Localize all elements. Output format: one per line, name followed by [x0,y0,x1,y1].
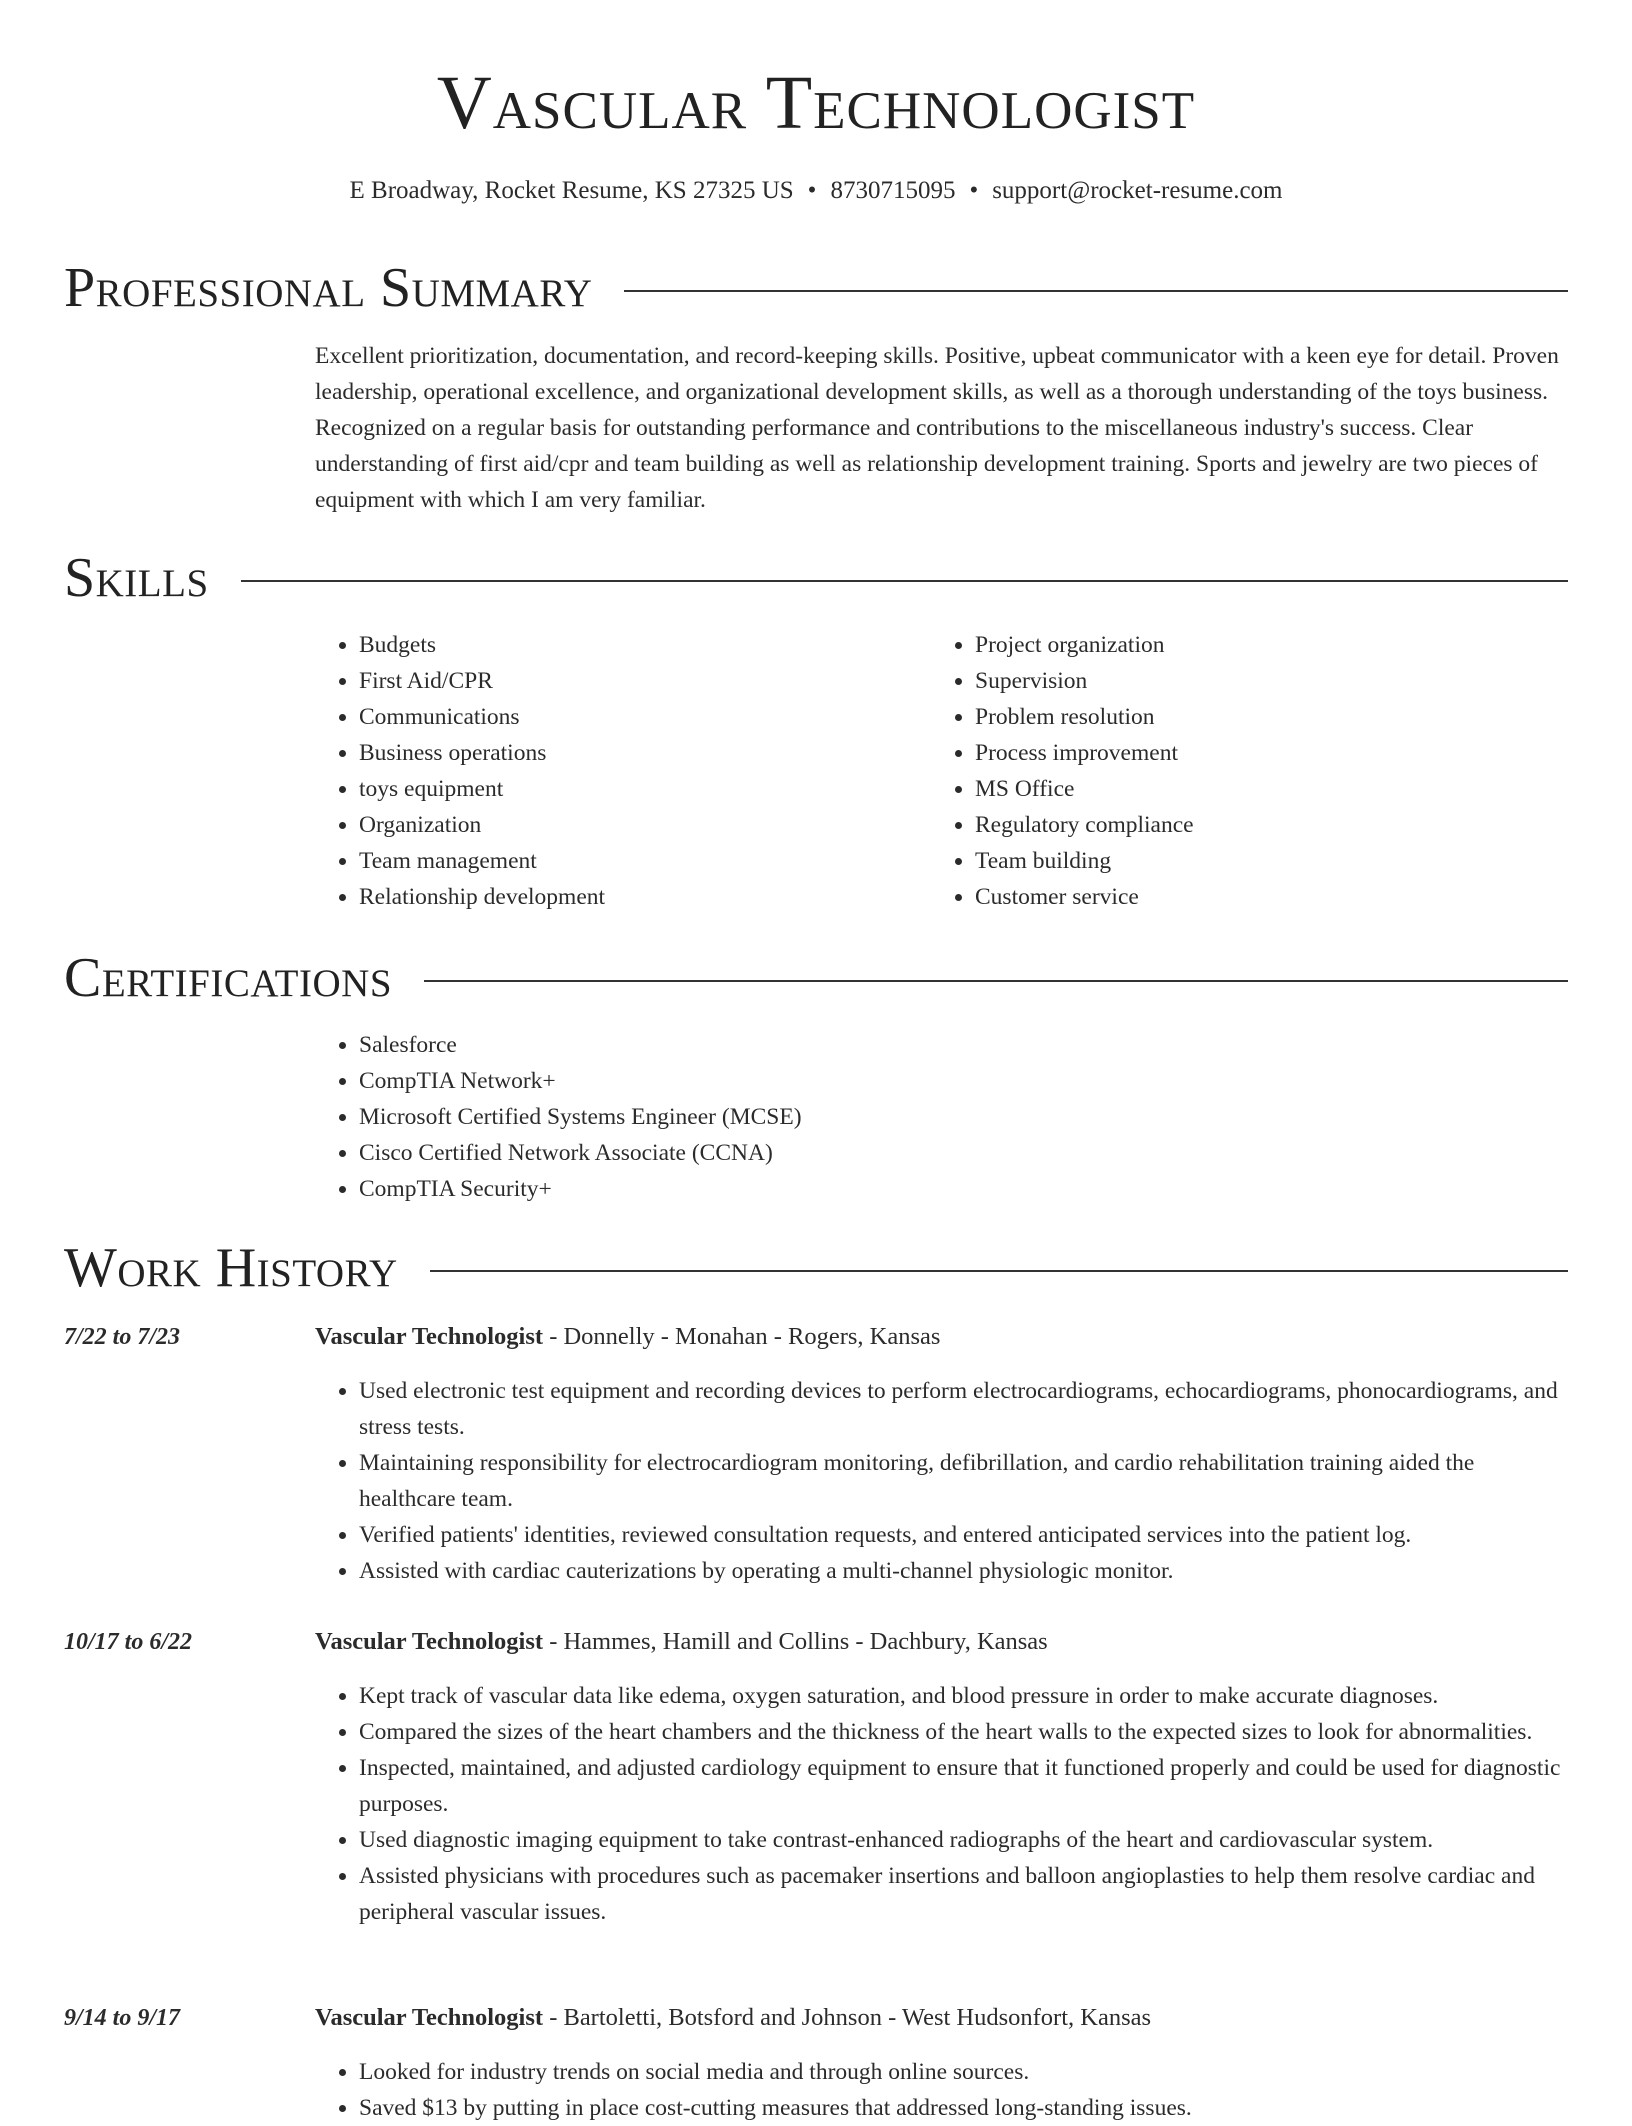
certifications-title: Certifications [64,947,393,1009]
job-role: Vascular Technologist [315,1628,544,1655]
job-title-line [315,2000,1569,2036]
skill-item: • Communications [359,699,931,735]
skill-item: • Business operations [359,735,931,771]
job-bullet: • Compared the sizes of the heart chambers and the thickness of the heart walls to the expected sizes to look for abnormalities. [359,1714,1569,1750]
skill-item: • Relationship development [359,879,931,915]
skill-item: • Budgets [359,627,931,663]
job-bullets [315,2054,1569,2126]
certification-item: • Cisco Certified Network Associate (CCNA) [359,1135,1569,1171]
section-divider [430,1270,1568,1272]
certification-item: • Microsoft Certified Systems Engineer (MCSE) [359,1099,1569,1135]
job-bullet: • Assisted physicians with procedures such as pacemaker insertions and balloon angioplasties to help them resolve cardiac and peripheral vascular issues. [359,1858,1569,1930]
skill-item: • Team management [359,843,931,879]
job-dates: 9/14 to 9/17 [64,2005,181,2031]
section-divider [241,580,1568,582]
skill-item: • Team building [975,843,1547,879]
summary-title: Professional Summary [64,257,593,319]
certifications-list [315,1027,1569,1207]
skill-item: • Customer service [975,879,1547,915]
section-divider [424,980,1568,982]
section-divider [624,290,1568,292]
job-bullet: • Assisted with cardiac cauterizations by operating a multi-channel physiologic monitor. [359,1553,1569,1589]
summary-header [64,256,1568,320]
contact-separator: • [807,177,817,204]
work-history-header [64,1236,1568,1300]
job-bullet: • Verified patients' identities, reviewed consultation requests, and entered anticipated services into the patient log. [359,1517,1569,1553]
summary-text: Excellent prioritization, documentation, and record-keeping skills. Positive, upbeat communicator with a keen eye for detail. Proven leadership, operational excellence, and organizational development skills, as well as a thorough understanding of the toys business. Recognized on a regular basis for outstanding performance and contributions to the miscellaneous industry's success. Clear understanding of first aid/cpr and team building as well as relationship development training. Sports and jewelry are two pieces of equipment with which I am very familiar. [315,343,1559,513]
job-employer: - Bartoletti, Botsford and Johnson - West Hudsonfort, Kansas [543,2004,1152,2031]
skill-item: • Project organization [975,627,1547,663]
job-dates: 7/22 to 7/23 [64,1324,181,1350]
skill-item: • Problem resolution [975,699,1547,735]
job-bullet: • Looked for industry trends on social media and through online sources. [359,2054,1569,2090]
contact-email: support@rocket-resume.com [992,177,1283,204]
job-role: Vascular Technologist [315,1323,544,1350]
job-bullet: • Used diagnostic imaging equipment to take contrast-enhanced radiographs of the heart and cardiovascular system. [359,1822,1569,1858]
certification-item: • CompTIA Network+ [359,1063,1569,1099]
skills-column-right [931,627,1547,915]
job-title-line [315,1624,1569,1660]
job-bullet: • Inspected, maintained, and adjusted cardiology equipment to ensure that it functioned properly and could be used for diagnostic purposes. [359,1750,1569,1822]
job-bullet: • Saved $13 by putting in place cost-cutting measures that addressed long-standing issues. [359,2090,1569,2126]
skill-item: • Organization [359,807,931,843]
skills-column-left [315,627,931,915]
skills-header [64,546,1568,610]
job-title-line [315,1319,1569,1355]
certification-item: • CompTIA Security+ [359,1171,1569,1207]
skills-list [315,627,1569,915]
contact-line [0,174,1632,208]
job-bullet: • Used electronic test equipment and recording devices to perform electrocardiograms, echocardiograms, phonocardiograms, and stress tests. [359,1373,1569,1445]
job-bullet: • Maintaining responsibility for electrocardiogram monitoring, defibrillation, and cardio rehabilitation training aided the healthcare team. [359,1445,1569,1517]
job-employer: - Donnelly - Monahan - Rogers, Kansas [543,1323,941,1350]
job-employer: - Hammes, Hamill and Collins - Dachbury, Kansas [543,1628,1048,1655]
job-bullet: • Kept track of vascular data like edema, oxygen saturation, and blood pressure in order to make accurate diagnoses. [359,1678,1569,1714]
skill-item: • Supervision [975,663,1547,699]
contact-address: E Broadway, Rocket Resume, KS 27325 US [349,177,794,204]
job-role: Vascular Technologist [315,2004,544,2031]
skill-item: • Process improvement [975,735,1547,771]
certifications-header [64,946,1568,1010]
job-dates: 10/17 to 6/22 [64,1629,193,1655]
candidate-name: Vascular Technologist [436,61,1196,145]
skill-item: • toys equipment [359,771,931,807]
contact-phone: 8730715095 [830,177,956,204]
contact-separator: • [969,177,979,204]
skill-item: • MS Office [975,771,1547,807]
skills-title: Skills [64,547,209,609]
job-bullets [315,1373,1569,1589]
job-bullets [315,1678,1569,1930]
certification-item: • Salesforce [359,1027,1569,1063]
work-history-title: Work History [64,1237,398,1299]
skill-item: • Regulatory compliance [975,807,1547,843]
skill-item: • First Aid/CPR [359,663,931,699]
